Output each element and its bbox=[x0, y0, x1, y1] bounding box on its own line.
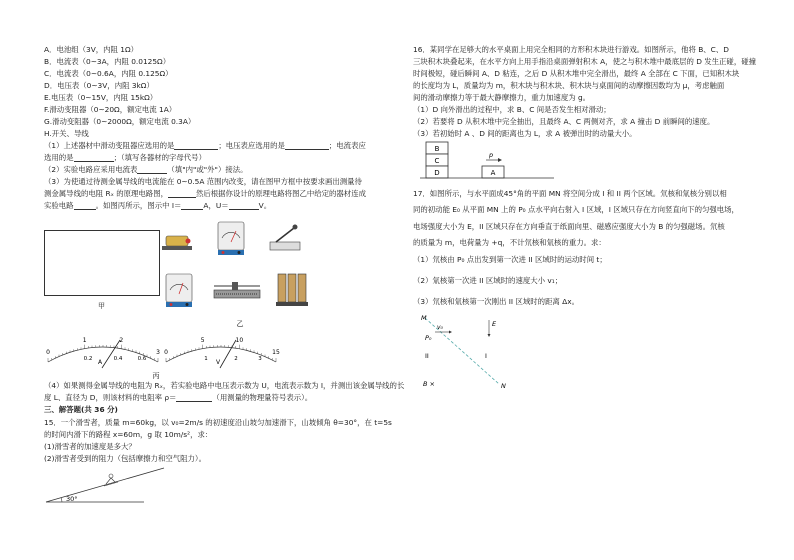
label-region-1: I bbox=[485, 352, 487, 360]
ammeter-major-label: 0 bbox=[46, 349, 50, 356]
label-n: N bbox=[501, 382, 506, 390]
figure-label-jia: 甲 bbox=[98, 302, 105, 310]
question-16-line-4: 的长度均为 L，质量均为 m，积木块与积木块、积木块与桌面间的动摩擦因数均为 μ，考虑触面 bbox=[413, 81, 725, 90]
ammeter-minor-label: 0.4 bbox=[113, 356, 123, 362]
meter-readings-figure bbox=[40, 328, 280, 380]
voltmeter-minor-label: 2 bbox=[234, 356, 238, 362]
voltmeter-major-label: 15 bbox=[272, 349, 280, 356]
question-17-line-2: 同的初动能 E₀ 从平面 MN 上的 P₀ 点水平向右射入 I 区域，I 区域只存在方向竖直向下的匀强电场， bbox=[413, 205, 739, 214]
question-17-line-4: 的质量为 m，电荷量为 +q，不计氘核和氚核的重力。求： bbox=[413, 238, 606, 247]
voltmeter-major-label: 0 bbox=[164, 349, 168, 356]
label-e: E bbox=[492, 320, 497, 328]
question-17-part-2: （2）氚核第一次进 II 区域时的速度大小 v₁； bbox=[413, 276, 563, 285]
answer-blank[interactable] bbox=[176, 393, 212, 402]
svg-text:C: C bbox=[434, 157, 440, 165]
ammeter-minor-label: 0.2 bbox=[83, 356, 93, 362]
ammeter-major-label: 2 bbox=[119, 337, 124, 344]
label-v0: v₀ bbox=[437, 324, 443, 331]
question-3-line-1: （3）为使通过待测金属导线的电流能在 0~0.5A 范围内改变，请在图甲方框中按要求画出测量待 bbox=[44, 177, 362, 186]
question-15-line-1: 15．一个滑雪者，质量 m=60kg，以 v₀=2m/s 的初速度沿山坡匀加速滑下，山坡倾角 θ=30°，在 t=5s bbox=[44, 418, 392, 427]
answer-blank[interactable] bbox=[229, 201, 259, 210]
ammeter-minor-label: 0.6 bbox=[137, 356, 147, 362]
answer-blank[interactable] bbox=[285, 141, 329, 150]
svg-text:A: A bbox=[490, 169, 496, 177]
question-3-line-2: 测金属导线的电阻 Rₓ 的原理电路图， 然后根据你设计的原理电路将图乙中给定的器材连成 bbox=[44, 189, 366, 198]
option-g: G.滑动变阻器（0~2000Ω，额定电流 0.3A） bbox=[44, 117, 196, 126]
question-16-line-2: 三块积木块叠起来，在水平方向上用手指沿桌面弹射积木 A，使之与积木堆中最底层的 D 发生正碰，碰撞 bbox=[413, 57, 756, 66]
question-16-line-3: 时间极短，碰后瞬间 A、D 粘连，之后 D 从积木堆中完全滑出，最终 A 全部在 C 下面，已知积木块 bbox=[413, 69, 740, 78]
figure-label-bing: 丙 bbox=[152, 372, 160, 380]
answer-blank[interactable] bbox=[168, 189, 196, 198]
option-f: F.滑动变阻器（0~20Ω，额定电流 1A） bbox=[44, 105, 177, 114]
answer-blank[interactable] bbox=[74, 201, 96, 210]
question-3-line-3: 实验电路 。如图丙所示，图示中 I＝ A，U＝ V。 bbox=[44, 201, 272, 210]
question-1-line-2: 选用的是 ；（填写各器材的字母代号） bbox=[44, 153, 206, 162]
question-17-line-1: 17．如图所示，与水平面成45°角的平面 MN 将空间分成 I 和 II 两个区域。氘核和氚核分别以相 bbox=[413, 189, 727, 198]
voltmeter-minor-label: 1 bbox=[204, 356, 208, 362]
ammeter-dial bbox=[46, 337, 160, 368]
option-h: H.开关、导线 bbox=[44, 129, 89, 138]
section-heading: 三、解答题(共 36 分) bbox=[44, 405, 118, 414]
label-b: B × bbox=[423, 380, 435, 388]
answer-blank[interactable] bbox=[74, 153, 114, 162]
question-1-line-1: （1）上述器材中滑动变阻器应选用的是 ；电压表应选用的是 ；电流表应 bbox=[44, 141, 366, 150]
ammeter-unit: A bbox=[98, 359, 103, 366]
skier-icon bbox=[104, 474, 118, 486]
question-17-part-3: （3）氘核和氚核第一次刚出 II 区域时的距离 Δx。 bbox=[413, 297, 579, 306]
voltmeter-dial bbox=[164, 337, 280, 368]
question-16-line-5: 间的滑动摩擦力等于最大静摩擦力，重力加速度为 g。 bbox=[413, 93, 591, 102]
question-16-part-2: （2）若要将 D 从积木堆中完全抽出，且最终 A、C 两侧对齐，求 A 撞击 D 前瞬间的速度。 bbox=[413, 117, 715, 126]
ammeter-major-label: 3 bbox=[156, 349, 160, 356]
question-17-part-1: （1）氘核由 P₀ 点出发到第一次进 II 区域时的运动时间 t； bbox=[413, 255, 607, 264]
question-16-line-1: 16．某同学在足够大的水平桌面上用完全相同的方形积木块进行游戏。如图所示，他将 B、C、D bbox=[413, 45, 729, 54]
figure-label-yi: 乙 bbox=[236, 320, 244, 328]
resistor-coil-icon bbox=[276, 274, 308, 306]
question-16-part-3: （3）若初始时 A 、D 间的距离也为 L，求 A 被弹出时的动量大小。 bbox=[413, 129, 637, 138]
question-15-line-2: 的时间内滑下的路程 x=60m，g 取 10m/s²，求： bbox=[44, 430, 213, 439]
option-c: C．电流表（0~0.6A，内阻 0.125Ω） bbox=[44, 69, 173, 78]
velocity-label: p bbox=[489, 151, 494, 159]
blocks-figure bbox=[420, 140, 560, 182]
ammeter-device-icon bbox=[218, 222, 244, 255]
ammeter-needle bbox=[102, 340, 120, 368]
voltmeter-major-label: 5 bbox=[200, 337, 205, 344]
angle-label: 30° bbox=[66, 495, 78, 503]
question-15-part-2: (2)滑雪者受到的阻力（包括摩擦力和空气阻力）。 bbox=[44, 454, 206, 463]
question-2: （2）实验电路应采用电流表 （填"内"或"外"）接法。 bbox=[44, 165, 248, 174]
question-4-line-1: （4）如果测得金属导线的电阻为 Rₓ，若实验电路中电压表示数为 U，电流表示数为 I，并测出该金属导线的长 bbox=[44, 381, 405, 390]
slope-line bbox=[46, 468, 164, 502]
rheostat-icon bbox=[214, 282, 260, 298]
svg-text:B: B bbox=[434, 145, 440, 153]
option-b: B．电流表（0~3A，内阻 0.0125Ω） bbox=[44, 57, 171, 66]
question-4-line-2: 度 L、直径为 D，则该材料的电阻率 ρ＝ （用测量的物理量符号表示）。 bbox=[44, 393, 313, 402]
equipment-figure bbox=[160, 212, 320, 340]
option-a: A．电池组（3V，内阻 1Ω） bbox=[44, 45, 139, 54]
switch-icon bbox=[270, 225, 300, 251]
question-17-line-3: 电场强度大小为 E，II 区域只存在方向垂直于纸面向里、磁感应强度大小为 B 的匀强磁场。氘核 bbox=[413, 222, 725, 231]
answer-blank[interactable] bbox=[174, 141, 218, 150]
voltmeter-device-icon bbox=[166, 274, 192, 307]
battery-icon bbox=[162, 236, 192, 250]
label-region-2: II bbox=[425, 352, 429, 360]
option-d: D．电压表（0~3V，内阻 3kΩ） bbox=[44, 81, 154, 90]
answer-blank[interactable] bbox=[137, 165, 167, 174]
voltmeter-major-label: 10 bbox=[235, 337, 244, 344]
svg-text:D: D bbox=[434, 169, 440, 177]
voltmeter-needle bbox=[220, 340, 236, 368]
label-p0: P₀ bbox=[425, 334, 432, 342]
ammeter-major-label: 1 bbox=[82, 337, 87, 344]
field-region-figure bbox=[415, 310, 525, 392]
question-16-part-1: （1）D 向外滑出的过程中，求 B、C 间是否发生相对滑动； bbox=[413, 105, 611, 114]
circuit-drawing-box[interactable] bbox=[44, 230, 160, 296]
answer-blank[interactable] bbox=[181, 201, 203, 210]
voltmeter-unit: V bbox=[216, 359, 221, 366]
label-m: M bbox=[421, 314, 427, 322]
option-e: E.电压表（0~15V，内阻 15kΩ） bbox=[44, 93, 158, 102]
question-15-part-1: (1)滑雪者的加速度是多大？ bbox=[44, 442, 136, 451]
voltmeter-minor-label: 3 bbox=[258, 356, 262, 362]
slope-figure bbox=[44, 462, 174, 510]
